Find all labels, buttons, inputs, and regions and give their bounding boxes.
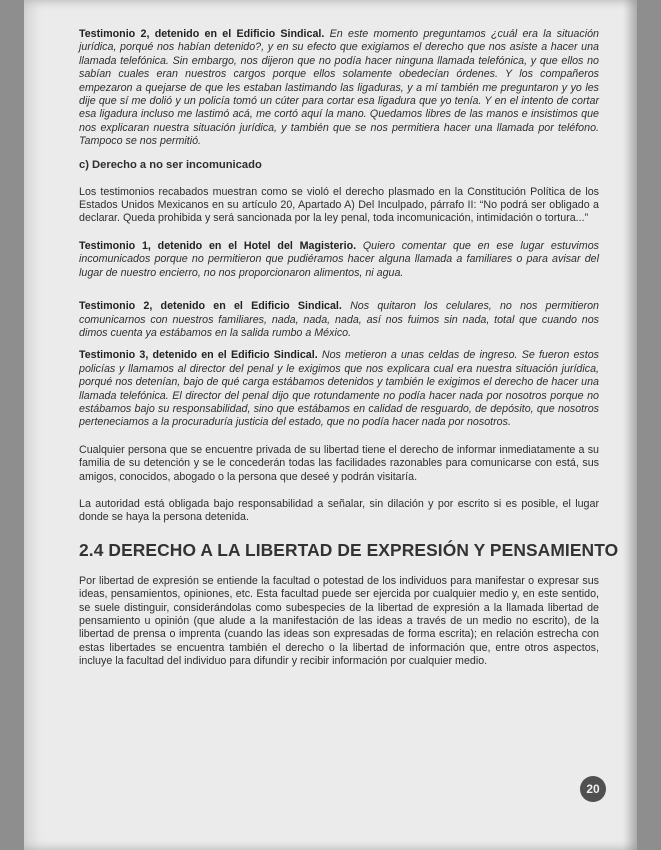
testimony-1-hotel-magisterio: [79, 240, 599, 280]
testimony-lead: Testimonio 2, detenido en el Edificio Sindical.: [79, 300, 342, 313]
section-title: 2.4 DERECHO A LA LIBERTAD DE EXPRESIÓN Y PENSAMIENTO: [79, 539, 619, 560]
testimony-lead: Testimonio 1, detenido en el Hotel del Magisterio.: [79, 239, 357, 252]
page-number-badge: 20: [580, 776, 606, 802]
freedom-expression-paragraph: Por libertad de expresión se entiende la facultad o potestad de los individuos para manifestar o expresar sus ideas, pensamientos, opiniones, etc. Esta facultad puede ser ejercida por cualquier medio y, en este sentido, se suele distinguir, considerándolas como subespecies de la libertad de expresión a la llamada libertad de pensamiento u opinión (que alude a la manifestación de las ideas a través de un medio no escrito), de la libertad de prensa o imprenta (cuando las ideas son expresadas de forma escrita); en relación estrecha con estas libertades se encuentra también el derecho o la libertad de información que, entre otros aspectos, incluye la facultad del individuo para difundir y recibir información por cualquier medio.: [79, 574, 599, 668]
testimony-lead: Testimonio 3, detenido en el Edificio Sindical.: [79, 349, 318, 362]
testimony-3-edificio-sindical: [79, 349, 599, 429]
constitution-paragraph: Los testimonios recabados muestran como se violó el derecho plasmado en la Constitución Política de los Estados Unidos Mexicanos en su artículo 20, Apartado A) Del Inculpado, párrafo II: “No podrá ser obligado a declarar. Queda prohibida y será sancionada por la ley penal, toda incomunicación, intimidación o tortura...”: [79, 185, 599, 225]
testimony-body: En este momento preguntamos ¿cuál era la situación jurídica, porqué nos habían detenido?, y en su efecto que exigiamos el derecho que nos asiste a hacer una llamada telefónica. Sin embargo, nos dijeron que no podía hacer ninguna llamada telefónica, y que ellos no sabían cuales eran nuestros cargos porque ellos solamente obedecían órdenes. Y los compañeros empezaron a quejarse de que les estaban lastimando las ligaduras, y a mí también me preguntaron y yo les dije que sí me dolió y un policía tomó un cúter para cortar esa ligadura que yo tenía. Y en el intento de cortar esa ligadura incluso me lastimó acá, me cortó aquí la mano. Quedamos libres de las manos e insistimos que nos explicaran nuestra situación jurídica, y también que se nos permitiera hacer una llamada por teléfono. Tampoco se nos permitió.: [79, 28, 599, 148]
testimony-body: Quiero comentar que en ese lugar estuvimos incomunicados porque no permitieron que pudiéramos hacer alguna llamada a familiares o para avisar del lugar de nuestro encierro, no nos proporcionaron alimentos, ni agua.: [79, 239, 599, 279]
testimony-lead: Testimonio 2, detenido en el Edificio Sindical.: [79, 28, 325, 40]
testimony-2-edificio-sindical-a: [79, 28, 599, 149]
testimony-2-edificio-sindical-b: [79, 300, 599, 340]
detained-rights-paragraph: Cualquier persona que se encuentre privada de su libertad tiene el derecho de informar inmediatamente a su familia de su detención y se le concederán todas las facilidades razonables para comunicarse con está, sus amigos, conocidos, abogado o la persona que deseé y podrán visitaría.: [79, 443, 599, 483]
page-content: [79, 28, 619, 669]
testimony-body: Nos metieron a unas celdas de ingreso. Se fueron estos policías y llamamos al director del penal y le exigimos que nos explicara cual era nuestra situación jurídica, porqué nos detenían, bajo de qué carga estábamos detenidos y también le exigimos el derecho de hacer una llamada telefónica. El director del penal dijo que rotundamente no podía hacer nada por nosotros porque no estábamos bajo su responsabilidad, sino que estábamos en calidad de resguardo, de depósito, que nosotros perteneciamos a la procuraduría justicia del estado, que no podía hacer nada por nosotros.: [79, 349, 599, 429]
subheading-derecho-no-incomunicado: c) Derecho a no ser incomunicado: [79, 158, 262, 171]
testimony-body: Nos quitaron los celulares, no nos permitieron comunicarnos con nuestros familiares, nada, nada, nada, así nos fuimos sin nada, total que cuando nos dimos cuenta ya estábamos en la salida rumbo a México.: [79, 300, 599, 339]
document-page: [24, 0, 637, 850]
authority-obligation-paragraph: La autoridad está obligada bajo responsabilidad a señalar, sin dilación y por escrito si es posible, el lugar donde se haya la persona detenida.: [79, 497, 599, 524]
